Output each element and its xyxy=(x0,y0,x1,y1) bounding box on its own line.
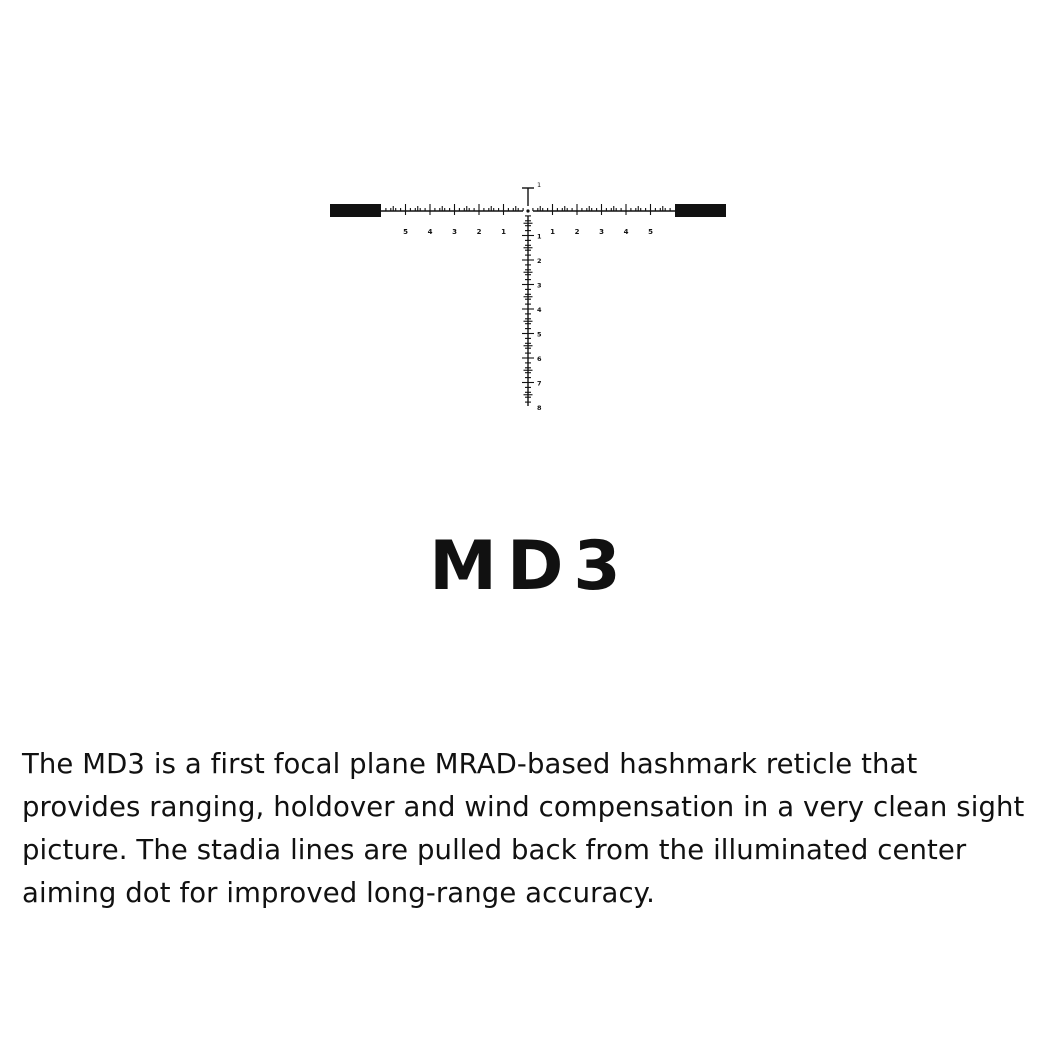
horizontal-label-left: 1 xyxy=(501,228,506,236)
vertical-label: 2 xyxy=(537,257,542,265)
horizontal-label-left: 2 xyxy=(476,228,482,236)
page-title: MD3 xyxy=(429,527,631,606)
horizontal-label-left: 4 xyxy=(427,228,433,236)
top-post-label: 1 xyxy=(537,181,542,189)
vertical-label: 7 xyxy=(537,379,542,388)
vertical-label: 4 xyxy=(537,306,542,314)
horizontal-label-right: 2 xyxy=(574,228,580,236)
left-thick-post xyxy=(330,204,381,217)
vertical-label: 6 xyxy=(537,355,542,363)
vertical-label: 3 xyxy=(537,281,542,290)
horizontal-label-right: 4 xyxy=(623,228,629,236)
reticle-description: The MD3 is a first focal plane MRAD-based hashmark reticle that provides ranging, holdover and wind compensation in a very clean sight picture. The stadia lines are pulled back from the illuminated center aiming dot for improved long-range accuracy. xyxy=(22,748,1025,909)
reticle-diagram xyxy=(0,0,1060,440)
horizontal-label-right: 1 xyxy=(550,228,555,236)
vertical-label: 1 xyxy=(537,232,542,241)
horizontal-label-left: 3 xyxy=(452,228,457,236)
horizontal-label-right: 3 xyxy=(599,228,604,236)
horizontal-label-left: 5 xyxy=(403,228,408,236)
horizontal-label-right: 5 xyxy=(648,228,653,236)
vertical-label: 8 xyxy=(537,404,542,412)
vertical-label: 5 xyxy=(537,330,542,339)
center-aiming-dot xyxy=(526,209,529,212)
right-thick-post xyxy=(675,204,726,217)
